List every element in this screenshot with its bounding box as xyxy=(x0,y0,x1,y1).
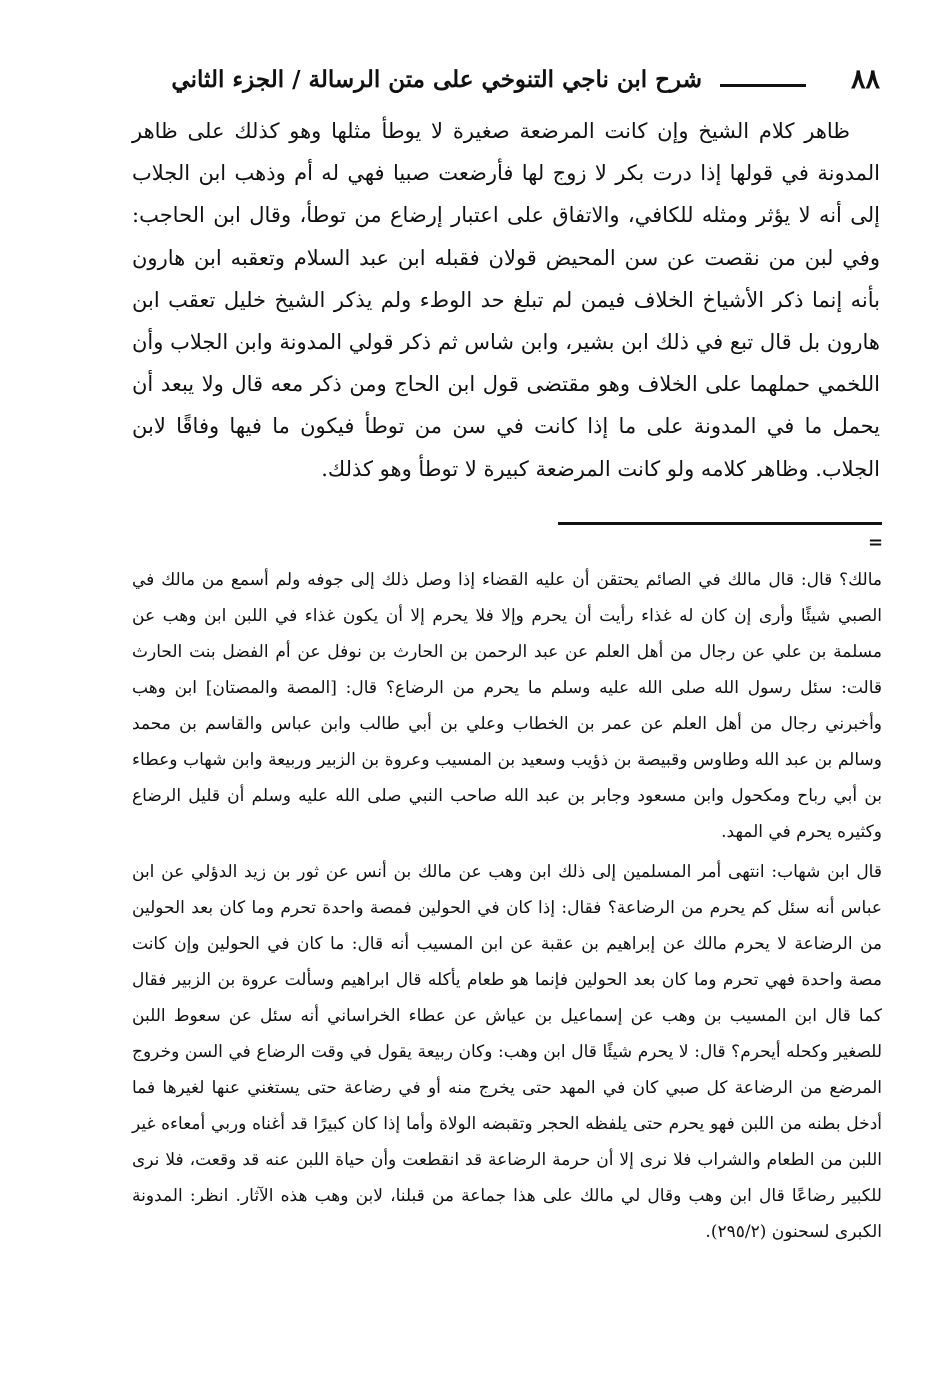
footnote-separator xyxy=(558,522,882,525)
header-rule xyxy=(720,84,806,87)
running-title: شرح ابن ناجي التنوخي على متن الرسالة / الجزء الثاني xyxy=(171,66,702,93)
footnotes xyxy=(132,562,882,1250)
page-number: ٨٨ xyxy=(850,64,880,95)
main-text xyxy=(132,110,880,490)
footnote-continuation-marker: = xyxy=(868,532,884,553)
page-header xyxy=(132,64,880,104)
main-paragraph: ظاهر كلام الشيخ وإن كانت المرضعة صغيرة لا يوطأ مثلها وهو كذلك على ظاهر المدونة في قولها إذا درت بكر لا زوج لها فأرضعت صبيا فهي له أم وذهب ابن الجلاب إلى أنه لا يؤثر ومثله للكافي، والاتفاق على اعتبار إرضاع من توطأ، وقال ابن الحاجب: وفي لبن من نقصت عن سن المحيض قولان فقبله ابن عبد السلام وتعقبه ابن هارون بأنه إنما ذكر الأشياخ الخلاف فيمن لم تبلغ حد الوطء ولم يذكر الشيخ خليل تعقب ابن هارون بل قال تبع في ذلك ابن بشير، وابن شاس ثم ذكر قولي المدونة وابن الجلاب وأن اللخمي حملهما على الخلاف وهو مقتضى قول ابن الحاج ومن ذكر معه قال ولا يبعد أن يحمل ما في المدونة على ما إذا كانت في سن من توطأ فيكون ما فيها وفاقًا لابن الجلاب. وظاهر كلامه ولو كانت المرضعة كبيرة لا توطأ وهو كذلك. xyxy=(132,119,880,481)
footnote-paragraph: قال ابن شهاب: انتهى أمر المسلمين إلى ذلك ابن وهب عن مالك بن أنس عن ثور بن زيد الدؤلي عن ابن عباس أنه سئل كم يحرم من الرضاعة؟ فقال: إذا كان في الحولين فمصة واحدة تحرم وما كان بعد الحولين من الرضاعة لا يحرم مالك عن إبراهيم بن عقبة عن ابن المسيب أنه قال: ما كان في الحولين وإن كانت مصة واحدة فهي تحرم وما كان بعد الحولين فإنما هو طعام يأكله قال ابراهيم وسألت عروة بن الزبير فقال كما قال ابن المسيب بن وهب عن إسماعيل بن عياش عن عطاء الخراساني أنه سئل عن سعوط اللبن للصغير وكحله أيحرم؟ قال: لا يحرم شيئًا قال ابن وهب: وكان ربيعة يقول في وقت الرضاع في السن وخروج المرضع من الرضاعة كل صبي كان في المهد حتى يخرج منه أو في رضاعة حتى يستغني عنها لغيرها فما أدخل بطنه من اللبن فهو يحرم حتى يلفظه الحجر وتقبضه الولاة وأما إذا كان كبيرًا قد أغناه وربي أمعاءه غير اللبن من الطعام والشراب فلا نرى إلا أن حرمة الرضاعة قد انقطعت وأن حياة اللبن عنه قد وقعت، فلا نرى للكبير رضاعًا قال ابن وهب وقال لي مالك على هذا جماعة من قبلنا، لابن وهب هذه الآثار. انظر: المدونة الكبرى لسحنون (٢٩٥/٢). xyxy=(132,862,882,1242)
footnote-paragraph: مالك؟ قال: قال مالك في الصائم يحتقن أن عليه القضاء إذا وصل ذلك إلى جوفه ولم أسمع من مالك في الصبي شيئًا وأرى إن كان له غذاء رأيت أن يحرم وإلا فلا يحرم إلا أن يكون غذاء في اللبن ابن وهب عن مسلمة بن علي عن رجال من أهل العلم عن عبد الرحمن بن الحارث بن نوفل عن أم الفضل بنت الحارث قالت: سئل رسول الله صلى الله عليه وسلم ما يحرم من الرضاع؟ قال: [المصة والمصتان] ابن وهب وأخبرني رجال من أهل العلم عن عمر بن الخطاب وعلي بن أبي طالب وابن عباس والقاسم بن محمد وسالم بن عبد الله وطاوس وقبيصة بن ذؤيب وسعيد بن المسيب وعروة بن الزبير وربيعة وابن شهاب وعطاء بن أبي رباح ومكحول وابن مسعود وجابر بن عبد الله صاحب النبي صلى الله عليه وسلم أن قليل الرضاع وكثيره يحرم في المهد. xyxy=(132,570,882,842)
